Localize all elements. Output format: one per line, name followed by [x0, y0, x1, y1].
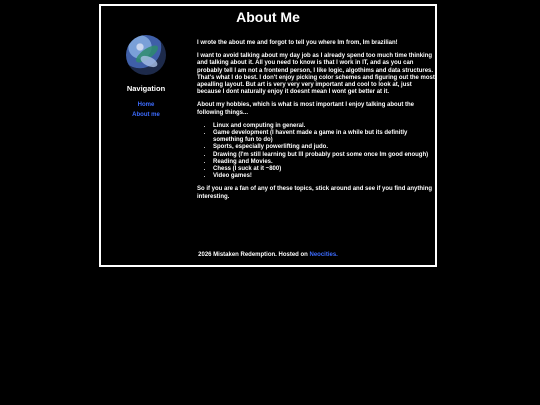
nav-link-about[interactable]: About me	[132, 111, 160, 118]
list-item: • Video games!	[213, 173, 435, 180]
list-item: • Chess (I suck at it ~800)	[213, 166, 435, 173]
footer-text: 2026 Mistaken Redemption. Hosted on	[198, 252, 310, 258]
main-content	[197, 40, 435, 207]
nav-heading: Navigation	[126, 84, 166, 93]
page-title: About Me	[236, 9, 300, 25]
list-item: • Linux and computing in general.	[213, 123, 435, 130]
nav-list	[117, 101, 175, 120]
neocities-link[interactable]: Neocities.	[309, 252, 338, 258]
nav-link-home[interactable]: Home	[137, 102, 155, 108]
nav-item-home	[117, 101, 175, 111]
closing-paragraph: So if you are a fan of any of these topics, stick around and see if you find anything interesting.	[197, 186, 433, 200]
intro-paragraph: I wrote the about me and forgot to tell you where Im from, Im brazilian!	[197, 40, 398, 46]
list-item: • Game development (I havent made a game in a while but its definitly something fun to do)	[213, 130, 435, 144]
list-item: • Reading and Movies.	[213, 159, 435, 166]
hobbies-list	[197, 123, 435, 181]
hobbies-intro-paragraph: About my hobbies, which is what is most important I enjoy talking about the following things...	[197, 102, 415, 116]
nav-item-about	[117, 111, 175, 121]
list-item: • Drawing (I'm still learning but Ill probably post some once Im good enough)	[213, 152, 435, 159]
page-container	[99, 4, 437, 267]
sidebar	[117, 35, 175, 120]
work-paragraph: I want to avoid talking about my day job as I already spend too much time thinking and talking about it. All you need to know is that I work in IT, and as you can probably tell I am not a frontend person, I like logic, algothims and data structures. That's what I do best. I don't enjoy picking color schemes and figuring out the most apealling layout. But art is very very very important and cool to look at, just because I dont naturally enjoy it doesnt mean I wont get better at it.	[197, 53, 435, 96]
list-item: • Sports, especially powerlifting and judo.	[213, 144, 435, 151]
avatar	[126, 35, 166, 75]
footer	[101, 251, 435, 259]
